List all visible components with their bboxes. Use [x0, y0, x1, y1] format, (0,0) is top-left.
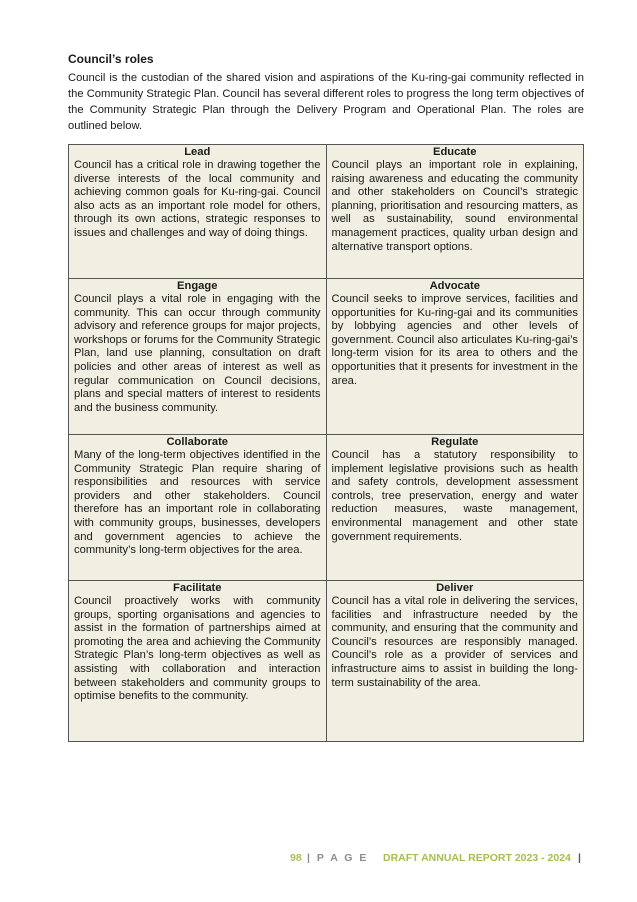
role-description: Many of the long-term objectives identified in the Community Strategic Plan require sharing of responsibilities and resources with service providers and other stakeholders. Council therefore has an important role in collaborating with community groups, businesses, developers and government agencies to achieve the community’s long-term objectives for the area.	[74, 449, 321, 557]
table-row	[69, 581, 584, 742]
role-description: Council proactively works with community groups, sporting organisations and agencies to assist in the formation of partnerships aimed at promoting the area and achieving the Community Strategic Plan’s long-term objectives as well as assisting with collaboration and interaction between stakeholders and community groups to optimise benefits to the community.	[74, 595, 321, 703]
table-row	[69, 279, 584, 435]
role-title: Collaborate	[166, 436, 229, 448]
roles-table	[68, 144, 584, 742]
role-title: Educate	[432, 146, 477, 158]
role-title: Facilitate	[173, 582, 222, 594]
role-cell-engage	[69, 279, 327, 435]
role-description: Council has a vital role in delivering the services, facilities and infrastructure needed by the community, and ensuring that the community and Council’s resources are responsibly managed. Council’s role as a provider of services and infrastructure aims to assist in building the long-term sustainability of the area.	[331, 595, 578, 689]
role-cell-deliver	[326, 581, 584, 742]
role-title: Engage	[177, 280, 218, 292]
role-title: Regulate	[431, 436, 479, 448]
section-heading: Council’s roles	[68, 52, 154, 66]
role-title: Lead	[184, 146, 211, 158]
role-cell-educate	[326, 145, 584, 279]
table-row	[69, 435, 584, 581]
intro-paragraph: Council is the custodian of the shared vision and aspirations of the Ku-ring-gai community reflected in the Community Strategic Plan. Council has several different roles to progress the long term objectives of the Community Strategic Plan through the Delivery Program and Operational Plan. The roles are outlined below.	[68, 72, 584, 132]
role-cell-collaborate	[69, 435, 327, 581]
role-cell-advocate	[326, 279, 584, 435]
role-title: Advocate	[429, 280, 480, 292]
page-number: 98	[290, 852, 302, 864]
role-title: Deliver	[436, 582, 474, 594]
role-description: Council seeks to improve services, facilities and opportunities for Ku-ring-gai and its communities by lobbying agencies and other levels of government. Council also articulates Ku-ring-gai’s long-term vision for its area to others and the opportunities that it presents for investment in the area.	[331, 293, 578, 387]
role-cell-facilitate	[69, 581, 327, 742]
role-description: Council has a statutory responsibility to implement legislative provisions such as health and safety controls, development assessment controls, tree preservation, energy and water reduction measures, waste management, environmental management and other state government requirements.	[331, 449, 578, 543]
footer-divider: |	[578, 852, 581, 864]
role-description: Council plays an important role in explaining, raising awareness and educating the community and other stakeholders on Council’s strategic planning, prioritisation and resourcing matters, as well as sustainability, sound environmental management practices, quality urban design and alternative transport options.	[331, 159, 578, 253]
report-title: DRAFT ANNUAL REPORT 2023 - 2024	[383, 852, 571, 864]
role-description: Council has a critical role in drawing together the diverse interests of the local community and achieving common goals for Ku-ring-gai. Council also acts as an important role model for others, through its own actions, strategic responses to issues and challenges and way of doing things.	[74, 159, 321, 239]
page-label: | P A G E	[307, 852, 369, 864]
table-row	[69, 145, 584, 279]
role-cell-regulate	[326, 435, 584, 581]
role-cell-lead	[69, 145, 327, 279]
role-description: Council plays a vital role in engaging with the community. This can occur through community advisory and reference groups for major projects, workshops or forums for the Community Strategic Plan, land use planning, consultation on draft policies and other areas of interest as well as regular communication on Council decisions, plans and special matters of interest to residents and the business community.	[74, 293, 321, 414]
